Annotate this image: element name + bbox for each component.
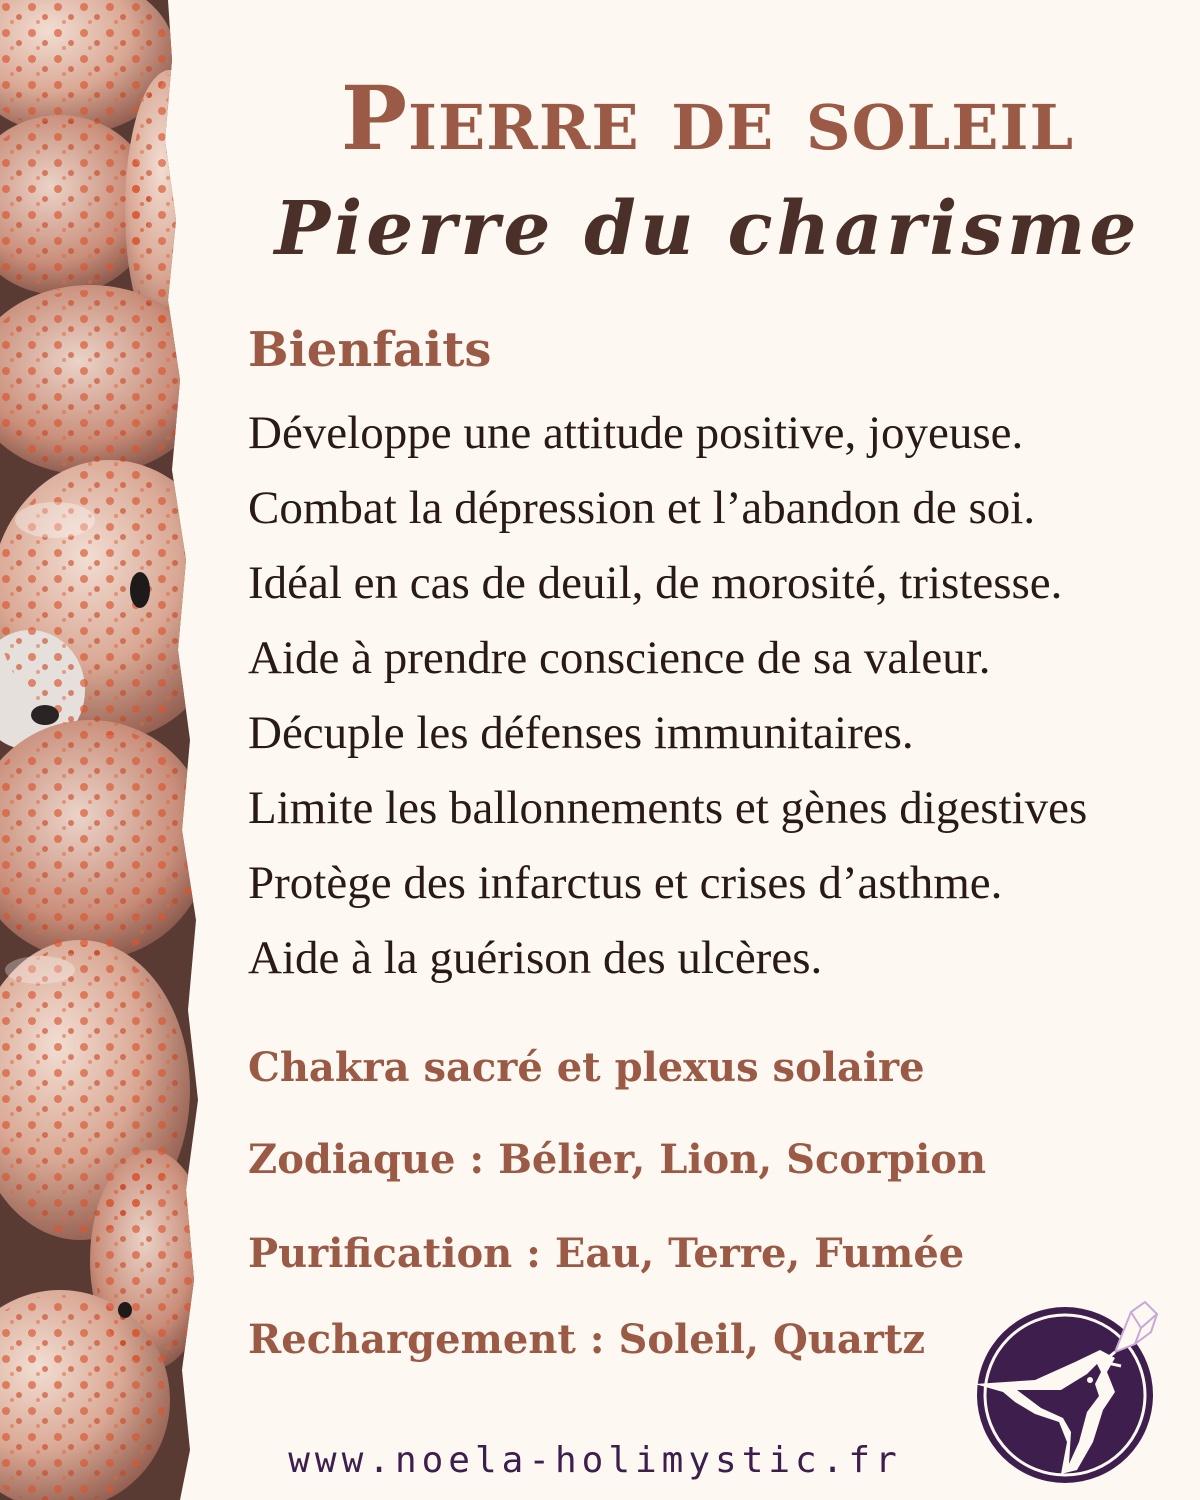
fox-crystal-logo-icon [965, 1292, 1165, 1492]
benefits-list [248, 396, 1200, 996]
benefit-item: Aide à la guérison des ulcères. [248, 932, 823, 984]
property-chakra: Chakra sacré et plexus solaire [248, 1044, 925, 1091]
benefits-heading: Bienfaits [248, 322, 492, 378]
benefit-item: Aide à prendre conscience de sa valeur. [248, 632, 991, 684]
benefit-item: Décuple les défenses immunitaires. [248, 707, 914, 759]
benefit-item: Limite les ballonnements et gènes digestives [248, 782, 1088, 834]
property-purification: Purification : Eau, Terre, Fumée [248, 1230, 965, 1277]
property-recharging: Rechargement : Soleil, Quartz [248, 1316, 926, 1363]
property-zodiac: Zodiaque : Bélier, Lion, Scorpion [248, 1136, 987, 1183]
benefit-item: Développe une attitude positive, joyeuse. [248, 407, 1024, 459]
website-link[interactable]: www.noela-holimystic.fr [288, 1440, 902, 1481]
page-title: Pierre de soleil [340, 66, 1075, 170]
properties-list [248, 1036, 987, 1372]
benefit-item: Combat la dépression et l’abandon de soi. [248, 482, 1036, 534]
stones-photo [0, 0, 215, 1500]
benefit-item: Protège des infarctus et crises d’asthme. [248, 857, 1003, 909]
page-subtitle: Pierre du charisme [274, 186, 1141, 272]
benefit-item: Idéal en cas de deuil, de morosité, tristesse. [248, 557, 1063, 609]
